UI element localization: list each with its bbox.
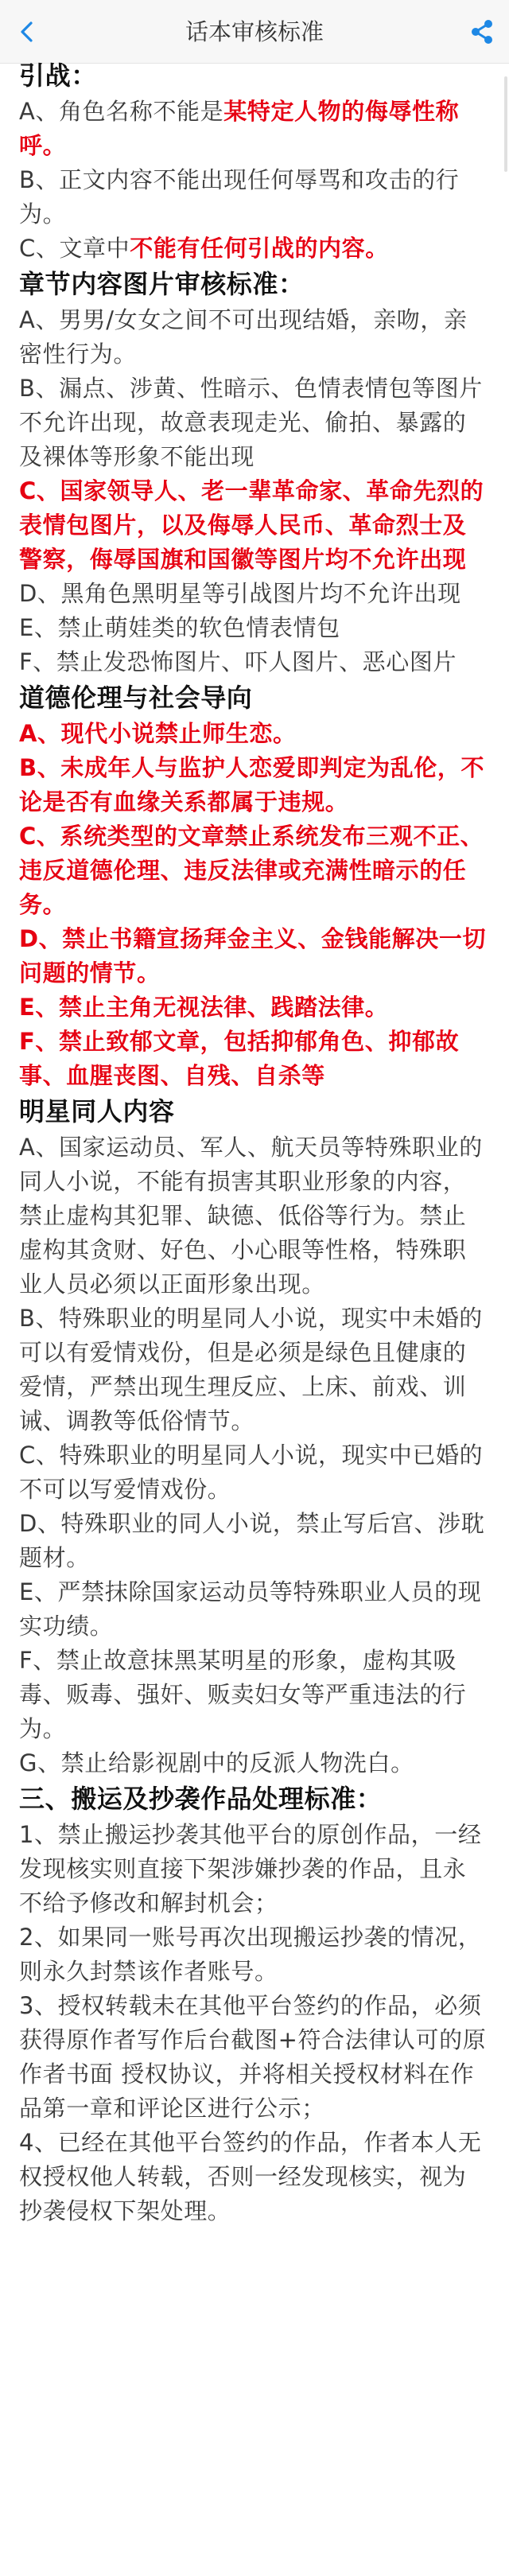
rule-item-highlight: C、国家领导人、老一辈革命家、革命先烈的表情包图片，以及侮辱人民币、革命烈士及警察，侮辱国旗和国徽等图片均不允许出现	[19, 477, 484, 573]
rule-item: D、黑角色黑明星等引战图片均不允许出现	[19, 580, 461, 607]
rule-item: B、漏点、涉黄、性暗示、色情表情包等图片不允许出现，故意表现走光、偷拍、暴露的及裸体等形象不能出现	[19, 375, 483, 470]
rule-item: D、特殊职业的同人小说，禁止写后宫、涉耽题材。	[19, 1510, 485, 1571]
rule-item: A、男男/女女之间不可出现结婚，亲吻，亲密性行为。	[19, 306, 468, 368]
rule-item: 3、授权转载未在其他平台签约的作品，必须获得原作者写作后台截图+符合法律认可的原作者书面 授权协议，并将相关授权材料在作品第一章和评论区进行公示；	[19, 1992, 487, 2122]
share-icon	[468, 18, 495, 45]
section-heading-plagiarism: 三、搬运及抄袭作品处理标准：	[19, 1784, 383, 1814]
rule-item: E、严禁抹除国家运动员等特殊职业人员的现实功绩。	[19, 1578, 482, 1640]
page-title: 话本审核标准	[185, 18, 324, 45]
article-body	[19, 57, 488, 2228]
rule-text: A、角色名称不能是	[19, 98, 224, 125]
share-button[interactable]	[464, 16, 499, 48]
rule-item: 1、禁止搬运抄袭其他平台的原创作品，一经发现核实则直接下架涉嫌抄袭的作品，且永不给予修改和解封机会；	[19, 1821, 482, 1916]
rule-item: B、特殊职业的明星同人小说，现实中未婚的可以有爱情戏份，但是必须是绿色且健康的爱情，严禁出现生理反应、上床、前戏、训诫、调教等低俗情节。	[19, 1305, 483, 1434]
scrollbar[interactable]	[504, 76, 507, 172]
section-heading-celebrity-fanfic: 明星同人内容	[19, 1096, 175, 1127]
rule-item: 2、如果同一账号再次出现搬运抄袭的情况，则永久封禁该作者账号。	[19, 1924, 482, 1985]
rule-item	[19, 95, 488, 163]
rule-text: C、文章中	[19, 235, 130, 262]
rule-item: G、禁止给影视剧中的反派人物洗白。	[19, 1749, 414, 1776]
rule-highlight: 某特定人物的侮辱性称呼。	[19, 98, 460, 159]
rule-item-highlight: C、系统类型的文章禁止系统发布三观不正、违反道德伦理、违反法律或充满性暗示的任务。	[19, 823, 484, 918]
rule-item: F、禁止故意抹黑某明星的形象，虚构其吸毒、贩毒、强奸、贩卖妇女等严重违法的行为。	[19, 1647, 467, 1742]
rule-item: 4、已经在其他平台签约的作品，作者本人无权授权他人转载，否则一经发现核实，视为抄袭侵权下架处理。	[19, 2129, 482, 2224]
app-header	[0, 0, 509, 64]
rule-item: F、禁止发恐怖图片、吓人图片、恶心图片	[19, 648, 457, 675]
rule-item-highlight: F、禁止致郁文章，包括抑郁角色、抑郁故事、血腥丧图、自残、自杀等	[19, 1028, 460, 1089]
section-heading-incitement: 引战：	[19, 60, 97, 91]
section-heading-image-review: 章节内容图片审核标准：	[19, 269, 305, 299]
rule-item-highlight: A、现代小说禁止师生恋。	[19, 720, 297, 747]
rule-item-highlight: D、禁止书籍宣扬拜金主义、金钱能解决一切问题的情节。	[19, 925, 487, 986]
rule-item: A、国家运动员、军人、航天员等特殊职业的同人小说，不能有损害其职业形象的内容，禁止虚构其犯罪、缺德、低俗等行为。禁止虚构其贪财、好色、小心眼等性格，特殊职业人员必须以正面形象出现。	[19, 1134, 483, 1298]
section-heading-ethics: 道德伦理与社会导向	[19, 683, 253, 713]
rule-item: E、禁止萌娃类的软色情表情包	[19, 614, 340, 641]
rule-item	[19, 232, 488, 266]
rule-highlight: 不能有任何引战的内容。	[130, 235, 389, 262]
rule-item: C、特殊职业的明星同人小说，现实中已婚的不可以写爱情戏份。	[19, 1442, 484, 1503]
rule-item-highlight: E、禁止主角无视法律、践踏法律。	[19, 994, 389, 1021]
rule-item-highlight: B、未成年人与监护人恋爱即判定为乱伦，不论是否有血缘关系都属于违规。	[19, 754, 485, 815]
rule-item: B、正文内容不能出现任何辱骂和攻击的行为。	[19, 166, 460, 228]
